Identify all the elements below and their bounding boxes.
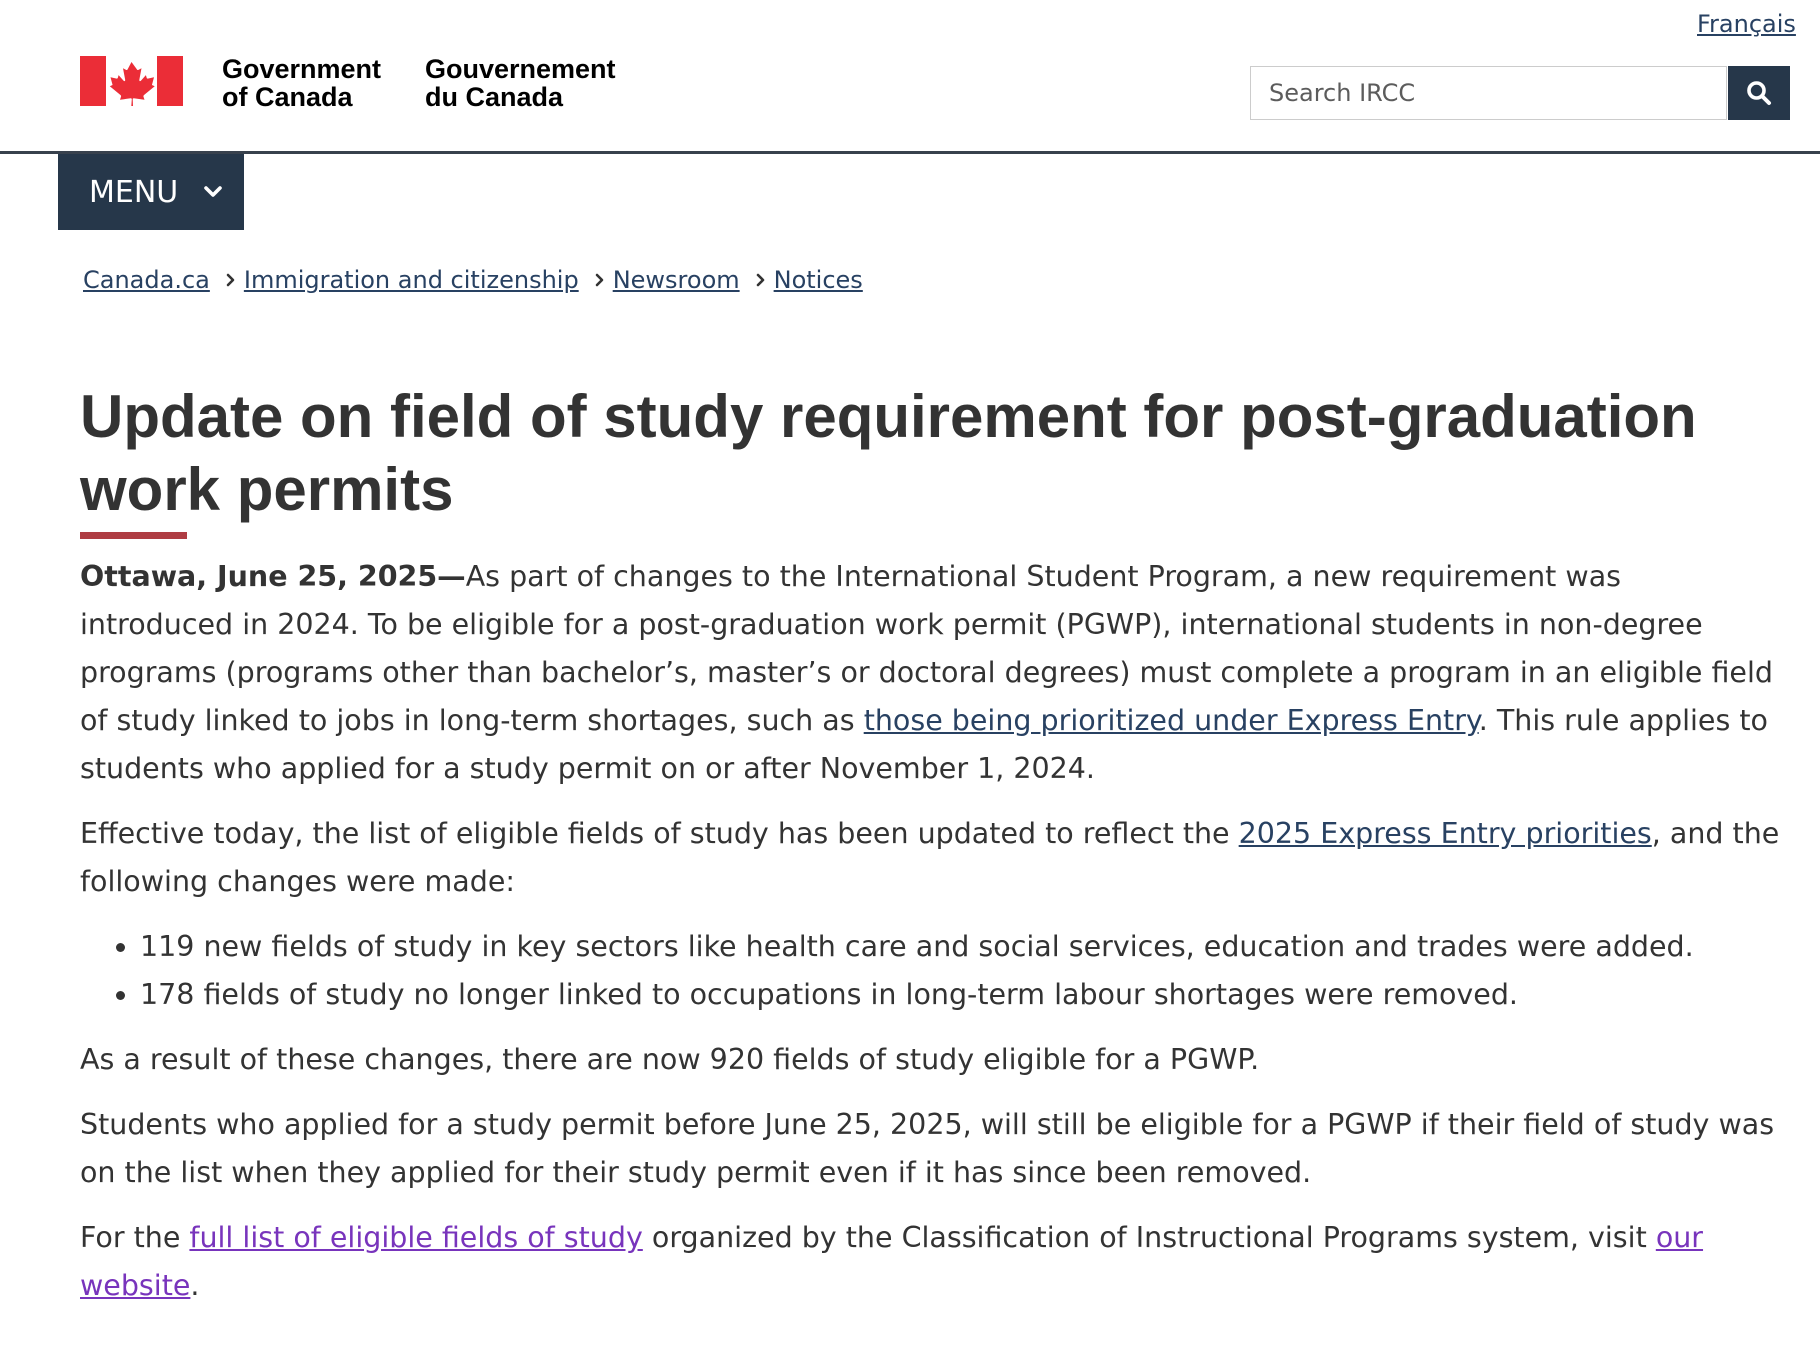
signature-en-line2: of Canada <box>222 82 353 112</box>
paragraph-intro <box>80 553 1780 793</box>
paragraph-intro-text-a: As part of changes to the International Student Program, a new requirement was introduced in 2024. To be eligible for a post-graduation work permit (PGWP), international students in non-degree programs (programs other than bachelor’s, master’s or doctoral degrees) must complete a program in an eligible field of study linked to jobs in long-term shortages, such as <box>80 560 1773 737</box>
paragraph-full-list-text-a: For the <box>80 1221 190 1254</box>
paragraph-full-list-text-c: . <box>190 1269 200 1302</box>
header-divider <box>0 151 1820 154</box>
express-entry-prioritized-link[interactable]: those being prioritized under Express Entry <box>863 704 1479 737</box>
breadcrumb-link-newsroom[interactable]: Newsroom <box>612 266 740 294</box>
language-toggle-link[interactable]: Français <box>1697 10 1796 38</box>
paragraph-effective-today <box>80 810 1780 906</box>
paragraph-effective-text-b: , and the following changes were made: <box>80 817 1780 898</box>
breadcrumb-link-canada[interactable]: Canada.ca <box>83 266 210 294</box>
paragraph-intro-text-b: . This rule applies to students who applied for a study permit on or after November 1, 2024. <box>80 704 1768 785</box>
list-item: • 178 fields of study no longer linked to occupations in long-term labour shortages were removed. <box>140 971 1780 1019</box>
list-item: • 119 new fields of study in key sectors like health care and social services, education and trades were added. <box>140 923 1780 971</box>
paragraph-full-list <box>80 1214 1780 1310</box>
express-entry-priorities-link[interactable]: 2025 Express Entry priorities <box>1238 817 1652 850</box>
dateline: Ottawa, June 25, 2025— <box>80 560 466 593</box>
menu-button[interactable] <box>58 154 244 230</box>
search-icon <box>1746 80 1772 106</box>
search-input[interactable] <box>1250 66 1727 120</box>
page-title: Update on field of study requirement for post-graduation work permits <box>80 383 1697 523</box>
chevron-right-icon <box>756 273 765 287</box>
title-accent-bar <box>80 532 187 539</box>
signature-fr-line1: Gouvernement <box>425 54 616 84</box>
signature-fr-line2: du Canada <box>425 82 564 112</box>
paragraph-result: As a result of these changes, there are now 920 fields of study eligible for a PGWP. <box>80 1043 1260 1076</box>
chevron-right-icon <box>226 273 235 287</box>
canada-flag-logo <box>80 56 183 106</box>
breadcrumb-link-notices[interactable]: Notices <box>773 266 863 294</box>
our-website-link[interactable]: our website <box>80 1221 1704 1302</box>
government-of-canada-signature-fr[interactable] <box>425 55 616 111</box>
menu-label: MENU <box>89 174 179 210</box>
government-of-canada-signature-en[interactable] <box>222 55 381 111</box>
chevron-down-icon <box>204 186 222 198</box>
signature-en-line1: Government <box>222 54 382 84</box>
breadcrumb-link-immigration[interactable]: Immigration and citizenship <box>243 266 579 294</box>
changes-list <box>80 923 1780 1019</box>
article-body <box>80 553 1780 1327</box>
breadcrumb <box>83 266 863 294</box>
paragraph-effective-text-a: Effective today, the list of eligible fields of study has been updated to reflect the <box>80 817 1239 850</box>
search-button[interactable] <box>1728 66 1790 120</box>
paragraph-full-list-text-b: organized by the Classification of Instructional Programs system, visit <box>642 1221 1656 1254</box>
chevron-right-icon <box>595 273 604 287</box>
full-list-fields-of-study-link[interactable]: full list of eligible fields of study <box>189 1221 643 1254</box>
paragraph-students: Students who applied for a study permit before June 25, 2025, will still be eligible for a PGWP if their field of study was on the list when they applied for their study permit even if it has since been removed. <box>80 1108 1775 1189</box>
